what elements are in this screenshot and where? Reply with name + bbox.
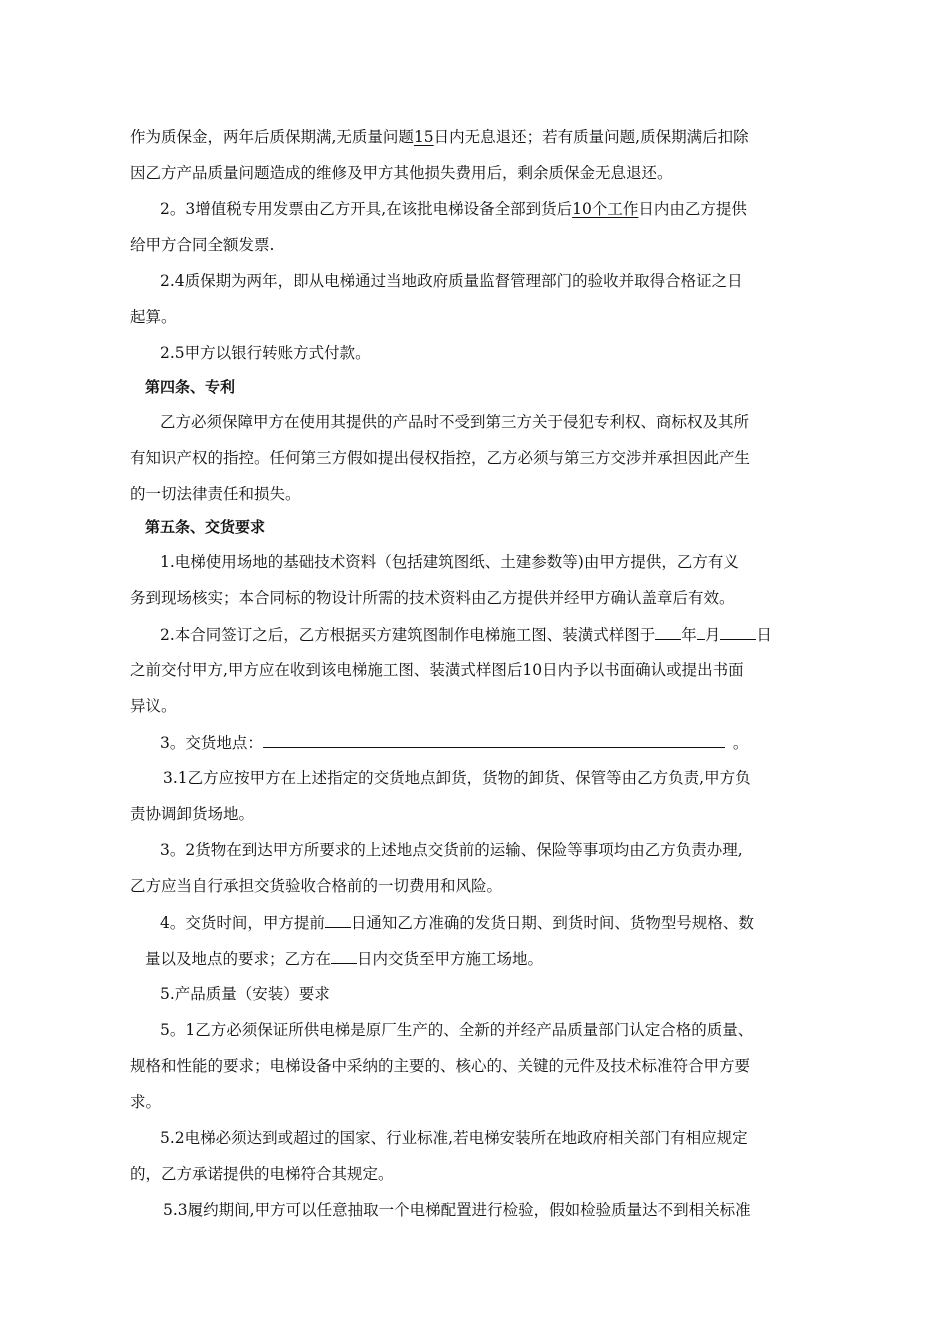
text-run: 2。3增值税专用发票由乙方开具,在该批电梯设备全部到货后 [160, 200, 573, 218]
paragraph-line: 的，乙方承诺提供的电梯符合其规定。 [130, 1165, 394, 1183]
blank-line [697, 624, 705, 640]
paragraph-line [130, 127, 749, 147]
blank-line [325, 912, 351, 928]
paragraph-line: 求。 [130, 1093, 162, 1111]
paragraph-line: 之前交付甲方,甲方应在收到该电梯施工图、装潢式样图后10日内予以书面确认或提出书面 [130, 661, 744, 679]
text-run: 日通知乙方准确的发货日期、到货时间、货物型号规格、数 [350, 914, 754, 932]
paragraph-line: 异议。 [130, 697, 177, 715]
paragraph-line: 1.电梯使用场地的基础技术资料（包括建筑图纸、土建参数等)由甲方提供，乙方有义 [160, 553, 739, 571]
paragraph-line: 5.3履约期间,甲方可以任意抽取一个电梯配置进行检验，假如检验质量达不到相关标准 [163, 1201, 751, 1219]
paragraph-line: 乙方应当自行承担交货验收合格前的一切费用和风险。 [130, 877, 503, 895]
text-run: 。 [732, 734, 749, 752]
underlined-value: 10个工作 [572, 200, 639, 218]
text-run: 3。交货地点： [160, 734, 263, 752]
paragraph-line [160, 199, 747, 219]
paragraph-line [160, 912, 754, 933]
paragraph-line: 3.1乙方应按甲方在上述指定的交货地点卸货，货物的卸货、保管等由乙方负责,甲方负 [163, 769, 751, 787]
blank-line [720, 624, 756, 640]
section-heading: 第四条、专利 [145, 378, 236, 396]
paragraph-line: 的一切法律责任和损失。 [130, 485, 301, 503]
text-run: 日内交货至甲方施工场地。 [357, 950, 544, 968]
text-run: 日 [756, 626, 772, 644]
section-heading: 第五条、交货要求 [145, 518, 266, 536]
text-run: 月 [704, 626, 721, 644]
text-run: 日内由乙方提供 [638, 200, 747, 218]
paragraph-line [145, 948, 543, 969]
paragraph-line: 乙方必须保障甲方在使用其提供的产品时不受到第三方关于侵犯专利权、商标权及其所 [160, 413, 750, 431]
blank-line [263, 732, 725, 748]
paragraph-line: 3。2货物在到达甲方所要求的上述地点交货前的运输、保险等事项均由乙方负责办理, [160, 841, 743, 859]
text-run: 日内无息退还；若有质量问题,质保期满后扣除 [433, 128, 749, 146]
blank-line [655, 624, 681, 640]
text-run: 量以及地点的要求；乙方在 [145, 950, 332, 968]
text-run: 4。交货时间，甲方提前 [160, 914, 325, 932]
paragraph-line: 给甲方合同全额发票. [130, 236, 275, 254]
paragraph-line [160, 624, 772, 645]
paragraph-line: 务到现场核实；本合同标的物设计所需的技术资料由乙方提供并经甲方确认盖章后有效。 [130, 589, 735, 607]
text-run: 作为质保金，两年后质保期满,无质量问题 [130, 128, 414, 146]
paragraph-line: 有知识产权的指控。任何第三方假如提出侵权指控，乙方必须与第三方交涉并承担因此产生 [130, 449, 751, 467]
paragraph-line: 责协调卸货场地。 [130, 805, 255, 823]
text-run: 2.本合同签订之后，乙方根据买方建筑图制作电梯施工图、装潢式样图于 [160, 626, 656, 644]
blank-line [331, 948, 357, 964]
paragraph-line: 因乙方产品质量问题造成的维修及甲方其他损失费用后，剩余质保金无息退还。 [130, 164, 673, 182]
paragraph-line: 2.4质保期为两年，即从电梯通过当地政府质量监督管理部门的验收并取得合格证之日 [160, 272, 743, 290]
paragraph-line: 5.2电梯必须达到或超过的国家、行业标准,若电梯安装所在地政府相关部门有相应规定 [160, 1129, 748, 1147]
paragraph-line: 5.产品质量（安装）要求 [160, 985, 330, 1003]
paragraph-line: 2.5甲方以银行转账方式付款。 [160, 344, 371, 362]
underlined-value: 15 [413, 128, 434, 146]
paragraph-line: 规格和性能的要求；电梯设备中采纳的主要的、核心的、关键的元件及技术标准符合甲方要 [130, 1057, 751, 1075]
paragraph-line [160, 732, 748, 753]
paragraph-line: 起算。 [130, 308, 177, 326]
paragraph-line: 5。1乙方必须保证所供电梯是原厂生产的、全新的并经产品质量部门认定合格的质量、 [160, 1021, 754, 1039]
text-run: 年 [681, 626, 697, 644]
